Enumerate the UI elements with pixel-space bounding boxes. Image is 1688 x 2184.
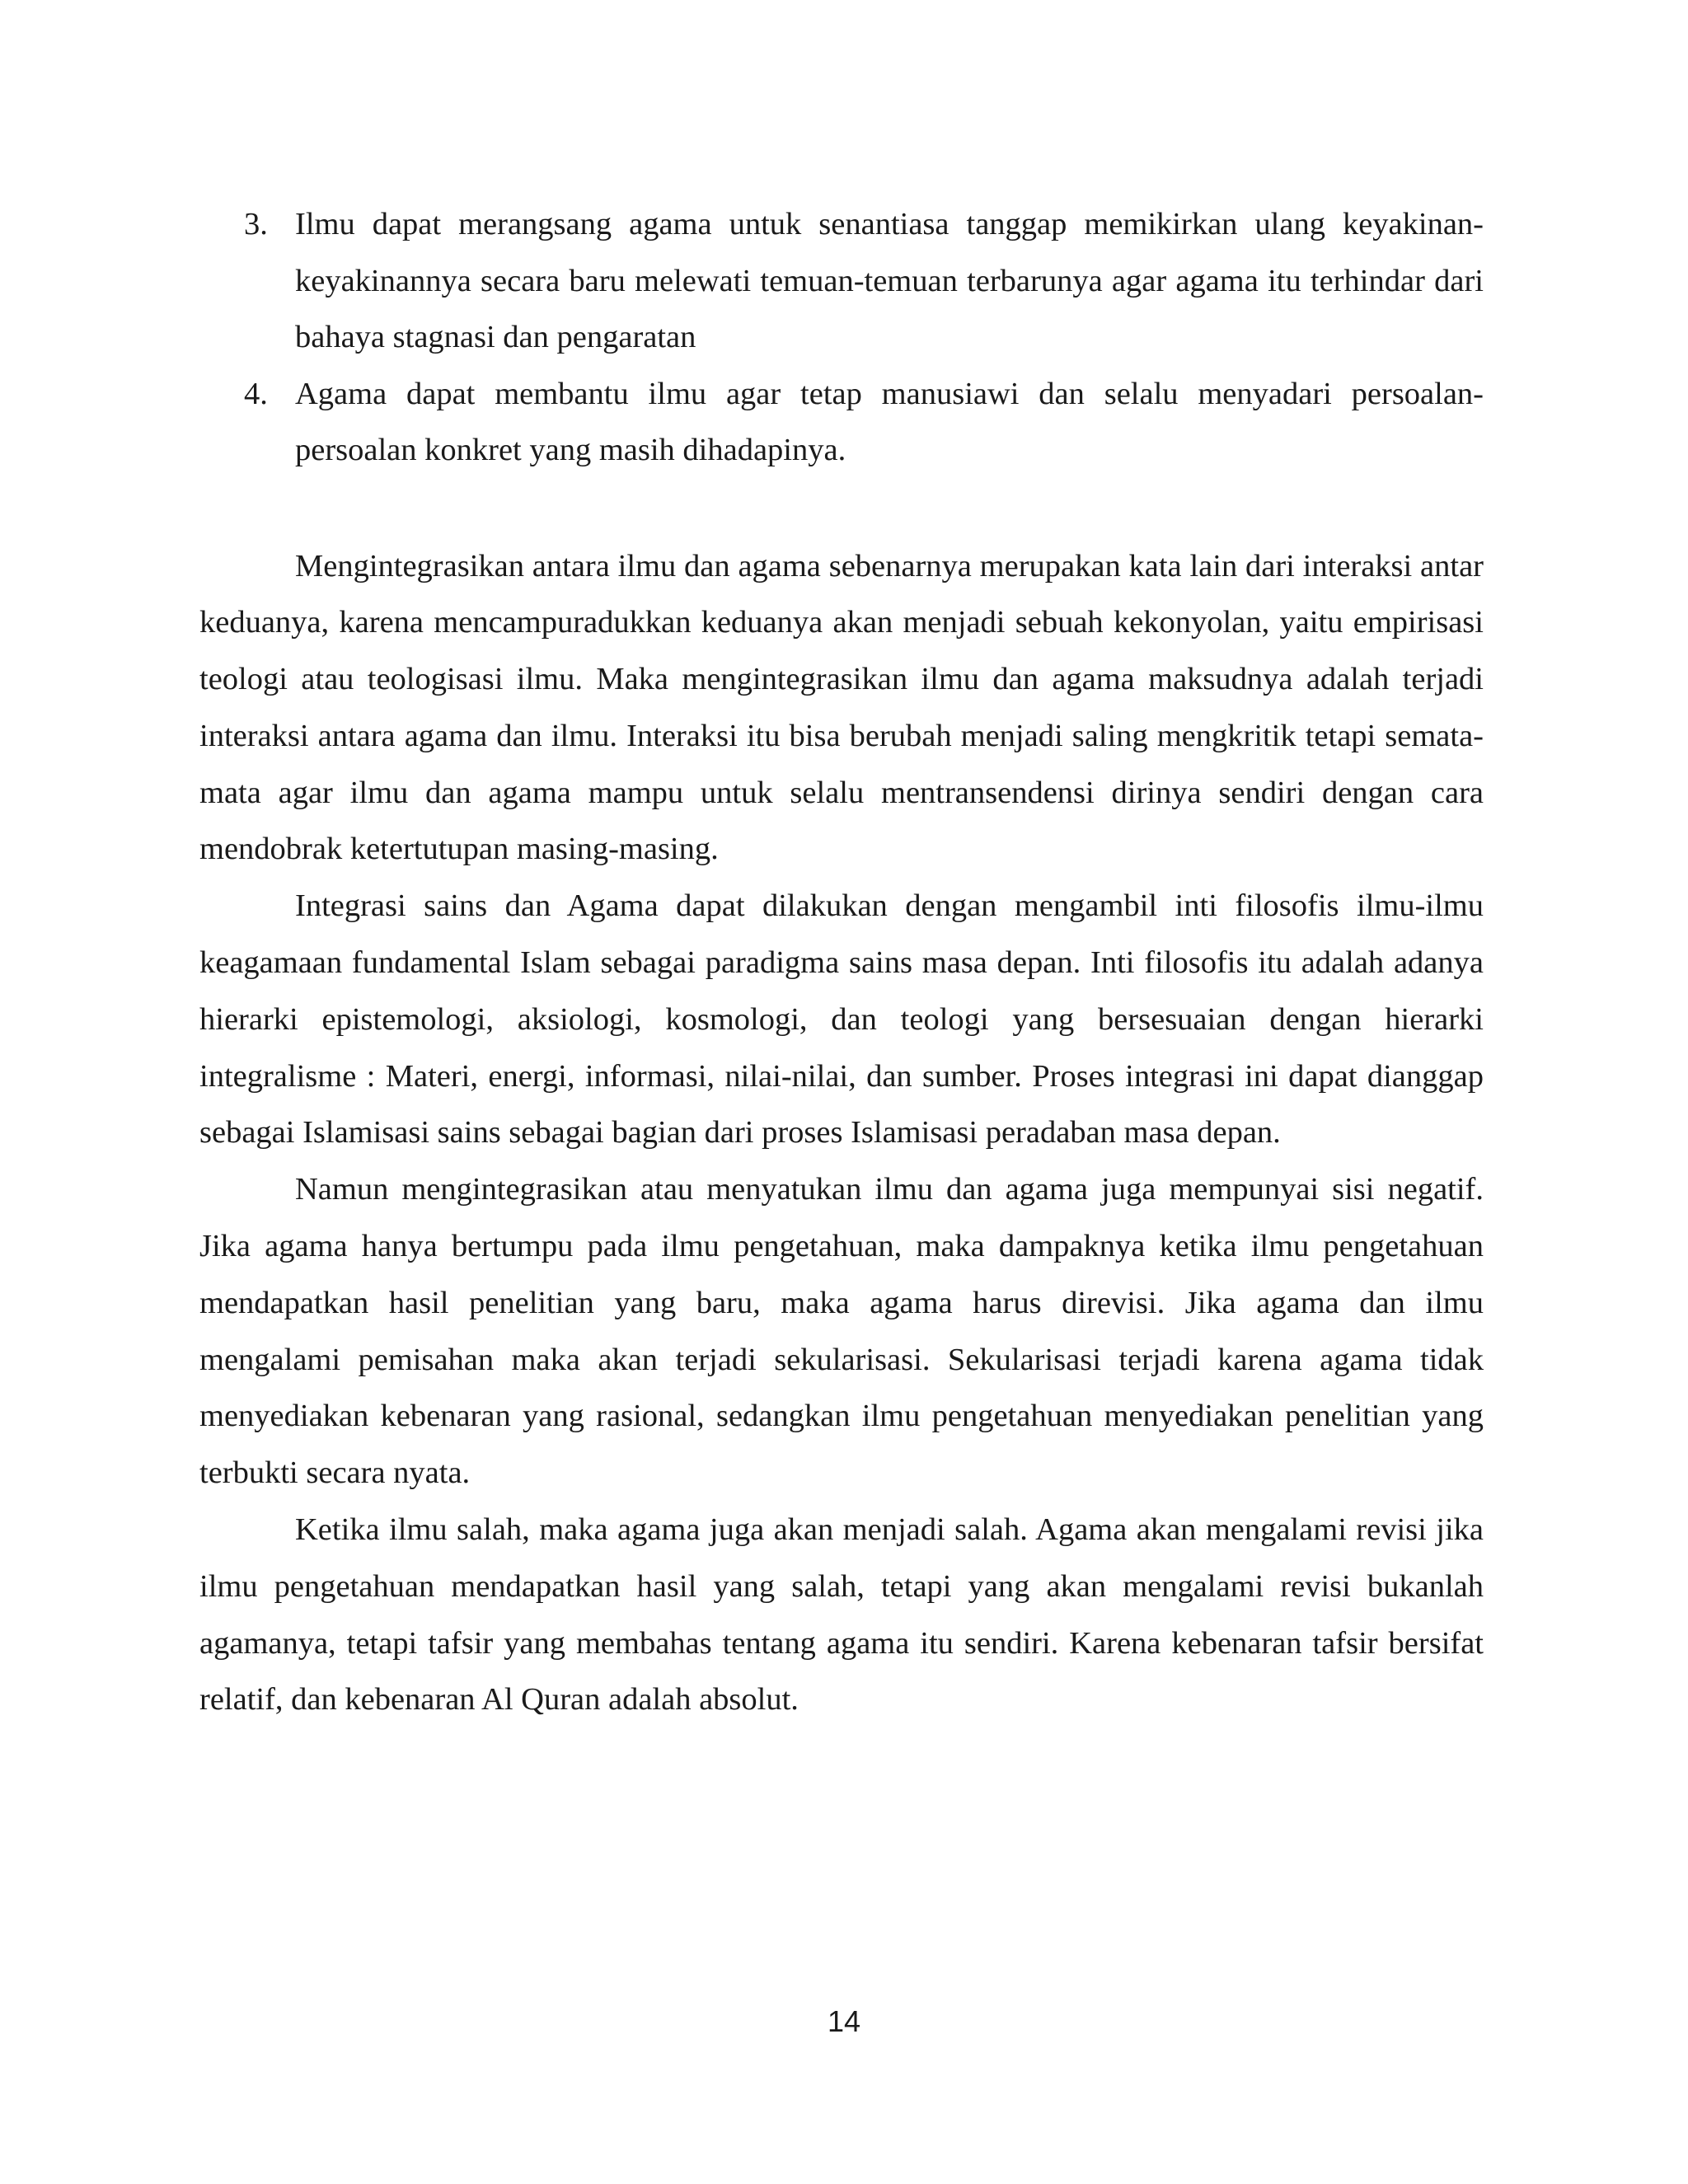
- list-item-text: Ilmu dapat merangsang agama untuk senantiasa tanggap memikirkan ulang keyakinan-keyakinannya secara baru melewati temuan-temuan terbarunya agar agama itu terhindar dari bahaya stagnasi dan pengaratan: [295, 207, 1484, 354]
- list-item: [199, 366, 1484, 479]
- paragraph-integration-interaction: Mengintegrasikan antara ilmu dan agama sebenarnya merupakan kata lain dari interaksi antar keduanya, karena mencampuradukkan keduanya akan menjadi sebuah kekonyolan, yaitu empirisasi teologi atau teologisasi ilmu. Maka mengintegrasikan ilmu dan agama maksudnya adalah terjadi interaksi antara agama dan ilmu. Interaksi itu bisa berubah menjadi saling mengkritik tetapi semata-mata agar ilmu dan agama mampu untuk selalu mentransendensi dirinya sendiri dengan cara mendobrak ketertutupan masing-masing.: [199, 548, 1484, 867]
- list-item: [199, 196, 1484, 366]
- numbered-list: [199, 196, 1484, 479]
- section-spacer: [199, 479, 1484, 538]
- paragraph-tafsir-relative: Ketika ilmu salah, maka agama juga akan menjadi salah. Agama akan mengalami revisi jika ilmu pengetahuan mendapatkan hasil yang salah, tetapi yang akan mengalami revisi bukanlah agamanya, tetapi tafsir yang membahas tentang agama itu sendiri. Karena kebenaran tafsir bersifat relatif, dan kebenaran Al Quran adalah absolut.: [199, 1512, 1484, 1718]
- list-number: 3.: [244, 207, 268, 241]
- list-number: 4.: [244, 376, 268, 411]
- page-number: 14: [827, 2004, 861, 2038]
- paragraph-integration-islamization: Integrasi sains dan Agama dapat dilakukan dengan mengambil inti filosofis ilmu-ilmu keagamaan fundamental Islam sebagai paradigma sains masa depan. Inti filosofis itu adalah adanya hierarki epistemologi, aksiologi, kosmologi, dan teologi yang bersesuaian dengan hierarki integralisme : Materi, energi, informasi, nilai-nilai, dan sumber. Proses integrasi ini dapat dianggap sebagai Islamisasi sains sebagai bagian dari proses Islamisasi peradaban masa depan.: [199, 888, 1484, 1151]
- paragraph-negative-side: Namun mengintegrasikan atau menyatukan ilmu dan agama juga mempunyai sisi negatif. Jika agama hanya bertumpu pada ilmu pengetahuan, maka dampaknya ketika ilmu pengetahuan mendapatkan hasil penelitian yang baru, maka agama harus direvisi. Jika agama dan ilmu mengalami pemisahan maka akan terjadi sekularisasi. Sekularisasi terjadi karena agama tidak menyediakan kebenaran yang rasional, sedangkan ilmu pengetahuan menyediakan penelitian yang terbukti secara nyata.: [199, 1172, 1484, 1491]
- page-body: [199, 196, 1484, 1728]
- list-item-text: Agama dapat membantu ilmu agar tetap manusiawi dan selalu menyadari persoalan-persoalan konkret yang masih dihadapinya.: [295, 376, 1484, 467]
